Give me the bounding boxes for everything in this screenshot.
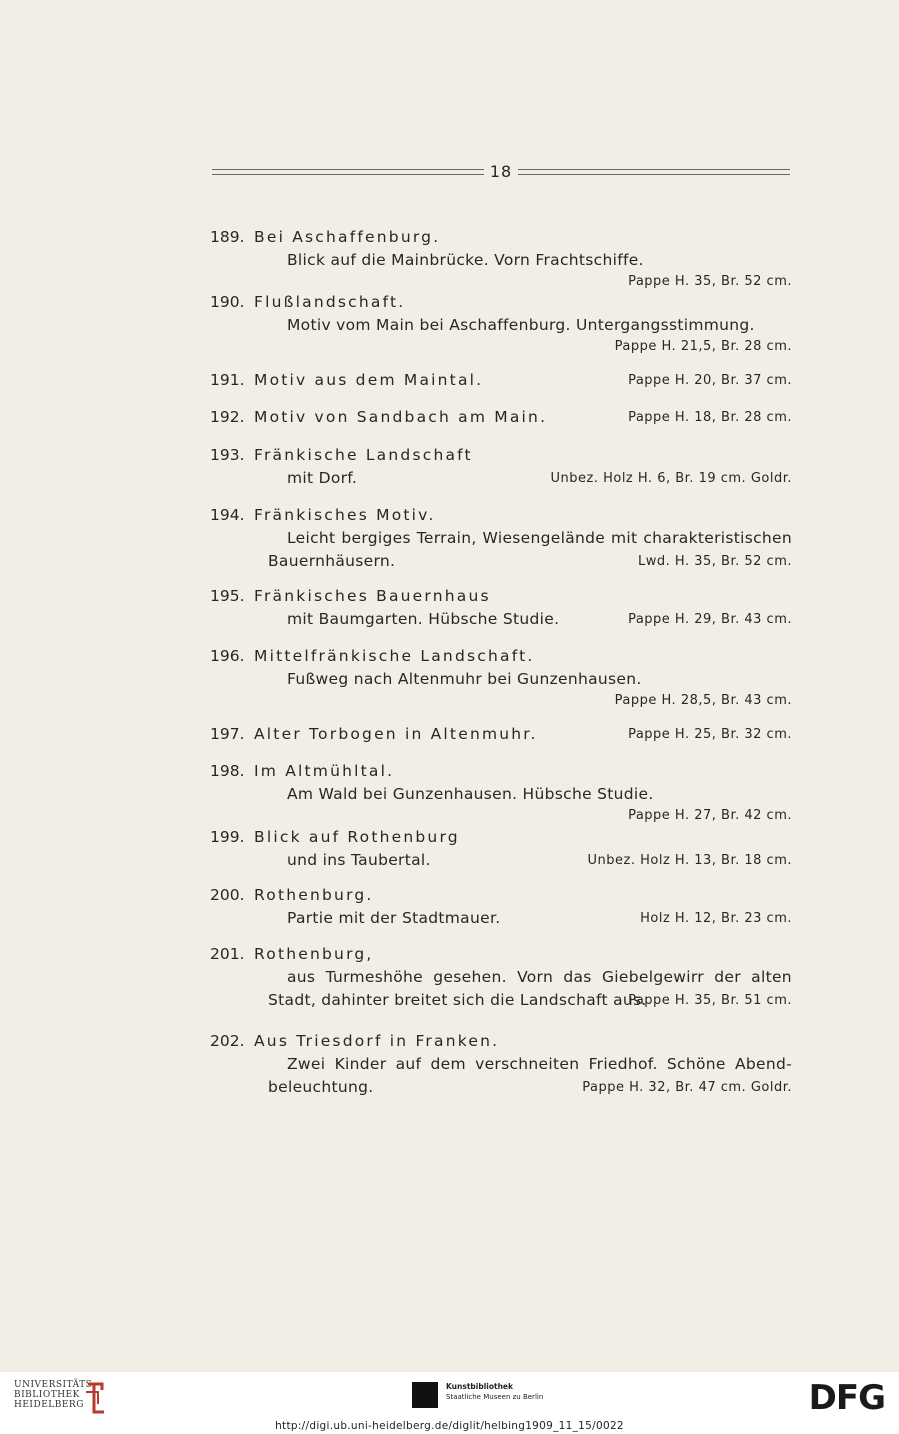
- entry-description-line: [210, 849, 792, 872]
- entry-description-line: [210, 806, 792, 826]
- description-word: Kinder: [334, 1055, 387, 1073]
- entry-medium-dimensions: Pappe H. 25, Br. 32 cm.: [628, 727, 792, 742]
- entry-number: 199.: [210, 828, 245, 846]
- footer-bar: [0, 1372, 899, 1434]
- entry-description: [287, 1053, 792, 1076]
- entry-description: [287, 527, 792, 550]
- entry-number: 193.: [210, 446, 245, 464]
- entry-medium-dimensions: Pappe H. 27, Br. 42 cm.: [628, 808, 792, 823]
- kb-subtitle: Staatliche Museen zu Berlin: [446, 1393, 544, 1401]
- catalog-entry: [210, 291, 792, 357]
- entry-description-line: [210, 907, 792, 930]
- description-word: der: [714, 968, 741, 986]
- entry-description: Blick auf die Mainbrücke. Vorn Frachtschiffe.: [287, 251, 644, 269]
- entry-title: Fränkisches Motiv.: [254, 506, 436, 524]
- catalog-entry: [210, 369, 792, 392]
- description-word: charakteristischen: [643, 529, 792, 547]
- description-word: Leicht: [287, 529, 336, 547]
- entry-title: Motiv aus dem Maintal.: [254, 371, 484, 389]
- entry-description-line: [210, 550, 792, 573]
- description-word: Friedhof.: [588, 1055, 658, 1073]
- entry-medium-dimensions: Pappe H. 32, Br. 47 cm. Goldr.: [582, 1080, 792, 1095]
- description-word: Wiesengelände: [482, 529, 606, 547]
- catalog-entry: [210, 226, 792, 292]
- entry-description: Am Wald bei Gunzenhausen. Hübsche Studie.: [287, 785, 654, 803]
- entry-title: Rothenburg.: [254, 886, 374, 904]
- entry-description: beleuchtung.: [268, 1078, 374, 1096]
- entry-title: Rothenburg,: [254, 945, 374, 963]
- entry-title-line: [210, 943, 792, 966]
- entry-title: Aus Triesdorf in Franken.: [254, 1032, 500, 1050]
- catalog-entry: [210, 504, 792, 573]
- description-word: bergiges: [341, 529, 411, 547]
- entry-medium-dimensions: Lwd. H. 35, Br. 52 cm.: [638, 554, 792, 569]
- ub-logo-line: UNIVERSITÄTS-: [14, 1380, 97, 1390]
- entry-title-line: [210, 226, 792, 249]
- catalog-entry: [210, 723, 792, 746]
- entry-medium-dimensions: Pappe H. 21,5, Br. 28 cm.: [614, 339, 792, 354]
- catalog-entry: [210, 943, 792, 1012]
- entry-title-line: [210, 504, 792, 527]
- entry-description: [287, 966, 792, 989]
- entry-title: Fränkische Landschaft: [254, 446, 473, 464]
- description-word: verschneiten: [475, 1055, 580, 1073]
- description-word: Terrain,: [416, 529, 477, 547]
- description-word: alten: [751, 968, 792, 986]
- entry-title-line: [210, 444, 792, 467]
- entry-description-line: [210, 527, 792, 550]
- entry-number: 197.: [210, 725, 245, 743]
- entry-medium-dimensions: Holz H. 12, Br. 23 cm.: [640, 911, 792, 926]
- entry-number: 195.: [210, 587, 245, 605]
- entry-title-line: [210, 369, 792, 392]
- description-word: auf: [395, 1055, 422, 1073]
- entry-title-line: [210, 826, 792, 849]
- entry-number: 196.: [210, 647, 245, 665]
- catalog-entry: [210, 826, 792, 872]
- kunstbibliothek-logo-icon: [412, 1382, 438, 1408]
- entry-description-line: [210, 1076, 792, 1099]
- description-word: mit: [611, 529, 638, 547]
- entry-number: 191.: [210, 371, 245, 389]
- entry-description: mit Dorf.: [287, 469, 358, 487]
- kb-name: Kunstbibliothek: [446, 1382, 514, 1391]
- entry-description-line: [210, 966, 792, 989]
- entry-number: 200.: [210, 886, 245, 904]
- entry-description-line: [210, 272, 792, 292]
- entry-title-line: [210, 291, 792, 314]
- page-header: [212, 162, 790, 184]
- entry-medium-dimensions: Unbez. Holz H. 6, Br. 19 cm. Goldr.: [550, 471, 792, 486]
- entry-title: Blick auf Rothenburg: [254, 828, 460, 846]
- entry-title: Motiv von Sandbach am Main.: [254, 408, 548, 426]
- page-number: 18: [489, 162, 513, 181]
- catalog-entry: [210, 760, 792, 826]
- description-word: das: [563, 968, 592, 986]
- entry-description: Stadt, dahinter breitet sich die Landschaft aus.: [268, 991, 647, 1009]
- entry-title-line: [210, 723, 792, 746]
- entry-title: Flußlandschaft.: [254, 293, 406, 311]
- entry-title-line: [210, 884, 792, 907]
- entry-description: Fußweg nach Altenmuhr bei Gunzenhausen.: [287, 670, 642, 688]
- ub-logo-line: HEIDELBERG: [14, 1400, 84, 1410]
- catalog-entry: [210, 585, 792, 631]
- header-rule-right: [518, 169, 790, 175]
- kunstbibliothek-label[interactable]: [446, 1382, 543, 1402]
- entry-number: 194.: [210, 506, 245, 524]
- entry-description-line: [210, 249, 792, 272]
- entry-number: 192.: [210, 408, 245, 426]
- entry-medium-dimensions: Pappe H. 18, Br. 28 cm.: [628, 410, 792, 425]
- entry-title-line: [210, 585, 792, 608]
- entry-number: 189.: [210, 228, 245, 246]
- entry-description-line: [210, 691, 792, 711]
- ub-logo-mark-icon: [84, 1380, 106, 1416]
- entry-number: 198.: [210, 762, 245, 780]
- entry-title: Bei Aschaffenburg.: [254, 228, 441, 246]
- entry-title: Alter Torbogen in Altenmuhr.: [254, 725, 538, 743]
- entry-medium-dimensions: Pappe H. 20, Br. 37 cm.: [628, 373, 792, 388]
- entry-description: Bauernhäusern.: [268, 552, 396, 570]
- entry-description-line: [210, 314, 792, 337]
- dfg-logo[interactable]: DFG: [808, 1378, 885, 1418]
- catalog-entry: [210, 884, 792, 930]
- entry-description: Motiv vom Main bei Aschaffenburg. Untergangsstimmung.: [287, 316, 755, 334]
- entry-description-line: [210, 467, 792, 490]
- catalog-entry: [210, 406, 792, 429]
- entry-title-line: [210, 406, 792, 429]
- description-word: Turmeshöhe: [325, 968, 424, 986]
- catalog-entry: [210, 1030, 792, 1099]
- description-word: Zwei: [287, 1055, 326, 1073]
- entry-description-line: [210, 668, 792, 691]
- entry-number: 201.: [210, 945, 245, 963]
- entry-title: Fränkisches Bauernhaus: [254, 587, 491, 605]
- entry-description: Partie mit der Stadtmauer.: [287, 909, 501, 927]
- entry-title: Im Altmühltal.: [254, 762, 395, 780]
- page-url[interactable]: http://digi.ub.uni-heidelberg.de/diglit/helbing1909_11_15/0022: [275, 1420, 624, 1432]
- entry-description: mit Baumgarten. Hübsche Studie.: [287, 610, 560, 628]
- entry-number: 190.: [210, 293, 245, 311]
- entry-title-line: [210, 645, 792, 668]
- entry-title-line: [210, 1030, 792, 1053]
- description-word: Abend-: [734, 1055, 792, 1073]
- entry-medium-dimensions: Unbez. Holz H. 13, Br. 18 cm.: [587, 853, 792, 868]
- entry-number: 202.: [210, 1032, 245, 1050]
- description-word: Vorn: [517, 968, 554, 986]
- entry-description-line: [210, 1053, 792, 1076]
- entry-medium-dimensions: Pappe H. 28,5, Br. 43 cm.: [614, 693, 792, 708]
- entry-description-line: [210, 608, 792, 631]
- entry-description-line: [210, 783, 792, 806]
- entry-description-line: [210, 337, 792, 357]
- entry-medium-dimensions: Pappe H. 35, Br. 51 cm.: [628, 993, 792, 1008]
- entry-medium-dimensions: Pappe H. 29, Br. 43 cm.: [628, 612, 792, 627]
- entry-title: Mittelfränkische Landschaft.: [254, 647, 535, 665]
- description-word: aus: [287, 968, 316, 986]
- description-word: Giebelgewirr: [601, 968, 704, 986]
- description-word: gesehen.: [433, 968, 507, 986]
- catalog-entry: [210, 645, 792, 711]
- ub-logo-line: BIBLIOTHEK: [14, 1390, 80, 1400]
- description-word: dem: [430, 1055, 466, 1073]
- entry-description-line: [210, 989, 792, 1012]
- entry-title-line: [210, 760, 792, 783]
- entry-description: und ins Taubertal.: [287, 851, 431, 869]
- entry-medium-dimensions: Pappe H. 35, Br. 52 cm.: [628, 274, 792, 289]
- description-word: Schöne: [666, 1055, 726, 1073]
- catalog-entry: [210, 444, 792, 490]
